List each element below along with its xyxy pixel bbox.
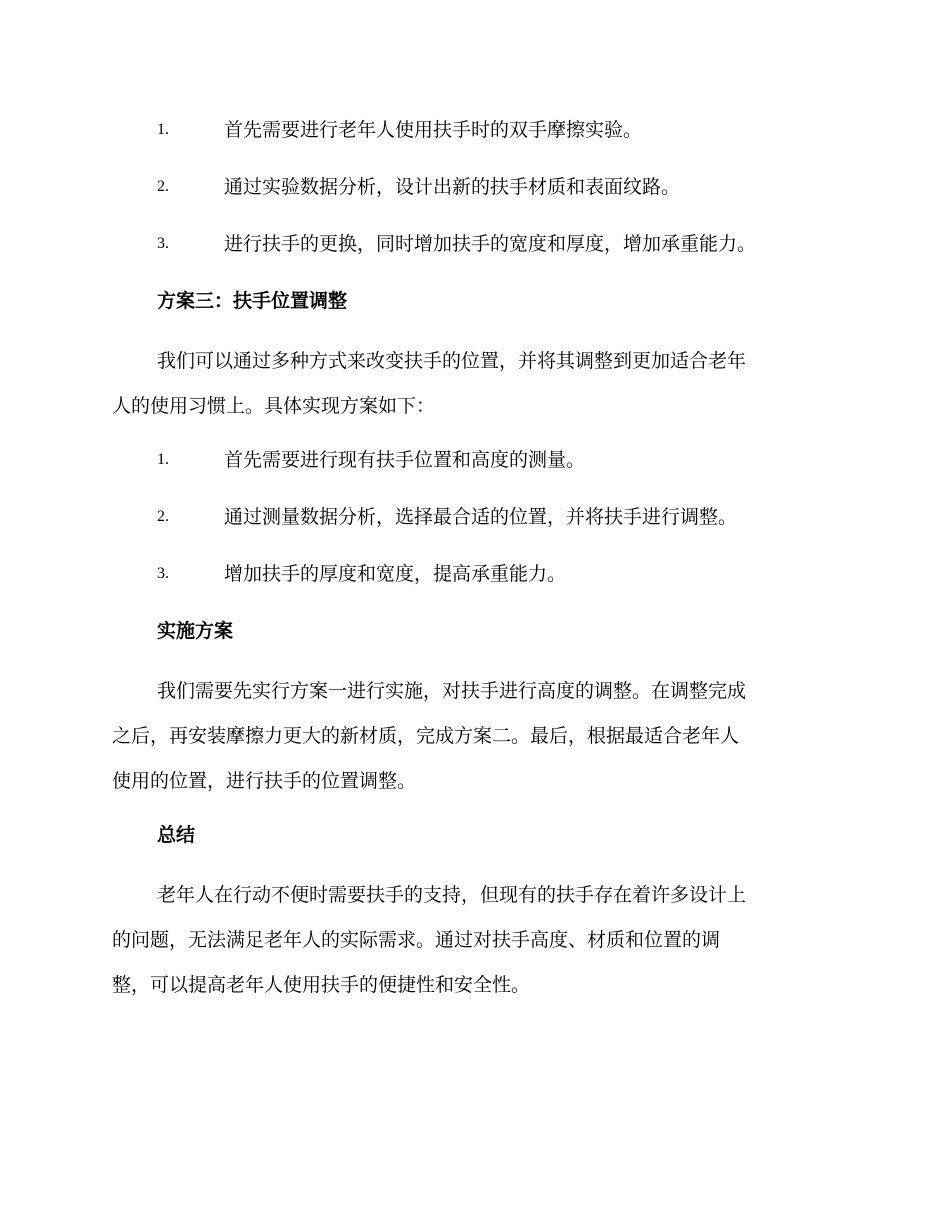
paragraph-line: 使用的位置，进行扶手的位置调整。 <box>112 770 417 792</box>
list-number: 3. <box>157 565 169 582</box>
list-item <box>112 498 832 536</box>
paragraph-line: 老年人在行动不便时需要扶手的支持，但现有的扶手存在着许多设计上 <box>157 884 747 906</box>
list-number: 1. <box>157 121 169 138</box>
paragraph-line: 人的使用习惯上。具体实现方案如下： <box>112 395 436 417</box>
list-number: 2. <box>157 508 169 525</box>
list-item <box>112 168 832 206</box>
list-text: 通过实验数据分析，设计出新的扶手材质和表面纹路。 <box>224 176 681 198</box>
paragraph-line: 我们需要先实行方案一进行实施，对扶手进行高度的调整。在调整完成 <box>157 680 747 702</box>
list-item <box>112 555 832 593</box>
document-content <box>112 111 832 1020</box>
paragraph-line: 的问题，无法满足老年人的实际需求。通过对扶手高度、材质和位置的调 <box>112 929 721 951</box>
list-item <box>112 111 832 149</box>
list-item <box>112 225 832 263</box>
section-paragraph-implementation <box>112 669 832 804</box>
section-paragraph-plan-three <box>112 339 832 429</box>
section-heading-implementation: 实施方案 <box>157 620 234 642</box>
section-paragraph-summary <box>112 873 832 1008</box>
list-text: 进行扶手的更换，同时增加扶手的宽度和厚度，增加承重能力。 <box>224 233 757 255</box>
paragraph-line: 之后，再安装摩擦力更大的新材质，完成方案二。最后，根据最适合老年人 <box>112 725 740 747</box>
paragraph-line: 整，可以提高老年人使用扶手的便捷性和安全性。 <box>112 974 531 996</box>
list-text: 首先需要进行老年人使用扶手时的双手摩擦实验。 <box>224 119 643 141</box>
list-number: 1. <box>157 451 169 468</box>
list-item <box>112 441 832 479</box>
list-number: 2. <box>157 178 169 195</box>
section-heading-summary: 总结 <box>157 824 196 846</box>
list-number: 3. <box>157 235 169 252</box>
list-text: 通过测量数据分析，选择最合适的位置，并将扶手进行调整。 <box>224 506 738 528</box>
numbered-list-b <box>112 441 832 593</box>
numbered-list-a <box>112 111 832 263</box>
list-text: 首先需要进行现有扶手位置和高度的测量。 <box>224 449 586 471</box>
list-text: 增加扶手的厚度和宽度，提高承重能力。 <box>224 563 567 585</box>
section-heading-plan-three: 方案三：扶手位置调整 <box>157 290 348 312</box>
paragraph-line: 我们可以通过多种方式来改变扶手的位置，并将其调整到更加适合老年 <box>157 350 747 372</box>
